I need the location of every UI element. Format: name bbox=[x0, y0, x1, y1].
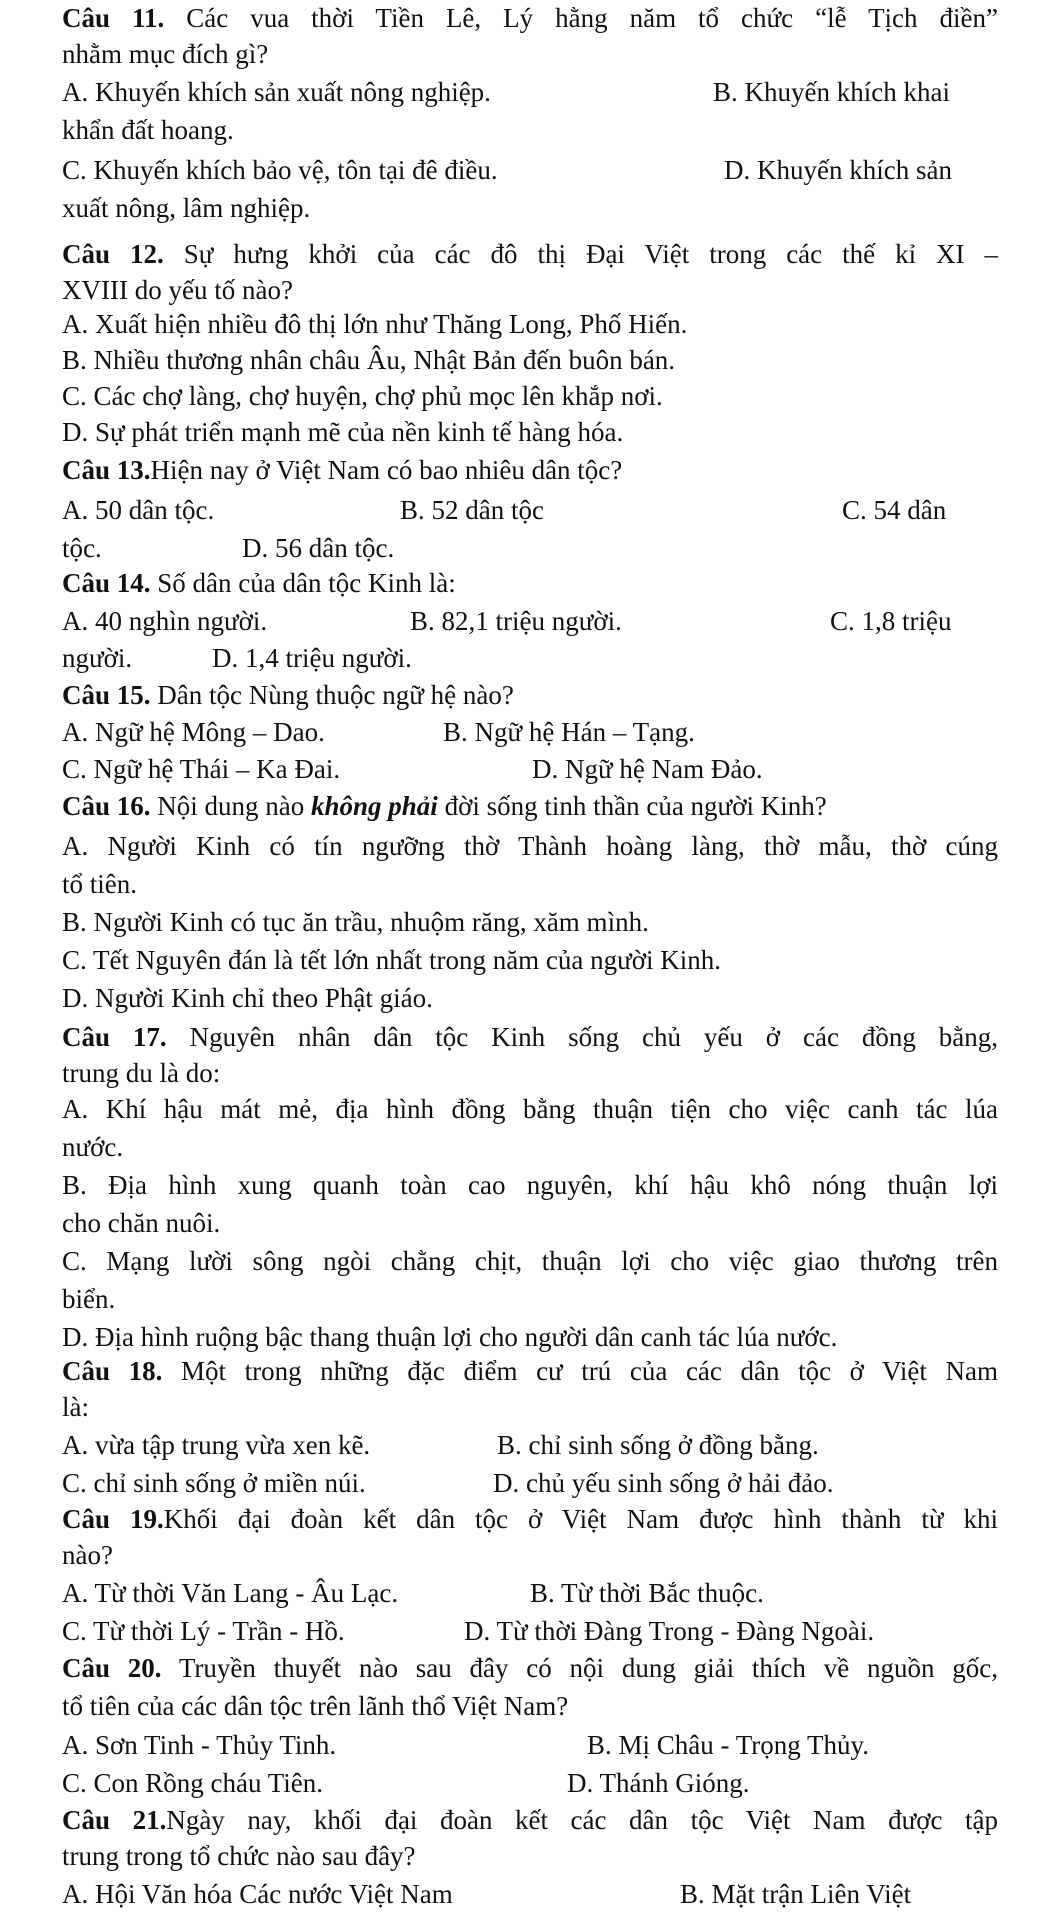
question-21-stem-line-1 bbox=[62, 1802, 998, 1838]
question-stem: Nguyên nhân dân tộc Kinh sống chủ yếu ở các đồng bằng, bbox=[166, 1022, 999, 1052]
question-12-option-d: D. Sự phát triển mạnh mẽ của nền kinh tế hàng hóa. bbox=[62, 417, 624, 447]
question-17-stem-line-1 bbox=[62, 1019, 998, 1055]
question-14-stem bbox=[62, 565, 998, 601]
question-20-options-row-1 bbox=[0, 1727, 1064, 1763]
option-c: C. Ngữ hệ Thái – Ka Đai. bbox=[62, 754, 341, 784]
question-12-option-c: C. Các chợ làng, chợ huyện, chợ phủ mọc lên khắp nơi. bbox=[62, 381, 663, 411]
question-stem-pre: Nội dung nào bbox=[150, 791, 311, 821]
option-c: C. Khuyến khích bảo vệ, tôn tại đê điều. bbox=[62, 155, 498, 185]
question-number: Câu 13. bbox=[62, 455, 151, 485]
question-number: Câu 18. bbox=[62, 1356, 163, 1386]
option-b: B. Từ thời Bắc thuộc. bbox=[530, 1578, 764, 1608]
question-19-options-row-2 bbox=[0, 1613, 1064, 1649]
option-a: A. 40 nghìn người. bbox=[62, 606, 268, 636]
question-21-stem-line-2: trung trong tổ chức nào sau đây? bbox=[62, 1841, 416, 1871]
option-b: B. 52 dân tộc bbox=[400, 495, 544, 525]
option-d: D. Từ thời Đàng Trong - Đàng Ngoài. bbox=[464, 1616, 875, 1646]
option-b: B. Ngữ hệ Hán – Tạng. bbox=[443, 717, 695, 747]
option-d: D. chủ yếu sinh sống ở hải đảo. bbox=[493, 1468, 834, 1498]
option-d: D. Thánh Gióng. bbox=[567, 1768, 750, 1798]
option-b: B. Khuyến khích khai bbox=[713, 77, 950, 107]
option-c: C. chỉ sinh sống ở miền núi. bbox=[62, 1468, 366, 1498]
question-12-option-a: A. Xuất hiện nhiều đô thị lớn như Thăng Long, Phố Hiến. bbox=[62, 309, 688, 339]
question-12-stem-line-2: XVIII do yếu tố nào? bbox=[62, 275, 293, 305]
question-19-stem-line-2: nào? bbox=[62, 1540, 113, 1570]
option-c: C. Từ thời Lý - Trần - Hồ. bbox=[62, 1616, 345, 1646]
question-17-option-d: D. Địa hình ruộng bậc thang thuận lợi cho người dân canh tác lúa nước. bbox=[62, 1322, 838, 1352]
question-15-options-row-2 bbox=[0, 751, 1064, 787]
option-b: B. chỉ sinh sống ở đồng bằng. bbox=[497, 1430, 819, 1460]
option-c: C. Con Rồng cháu Tiên. bbox=[62, 1768, 324, 1798]
option-a: A. vừa tập trung vừa xen kẽ. bbox=[62, 1430, 371, 1460]
option-c-continued: người. bbox=[62, 643, 133, 673]
question-13-options-row-2 bbox=[0, 530, 1064, 566]
option-d: D. 56 dân tộc. bbox=[242, 533, 395, 563]
question-number: Câu 20. bbox=[62, 1653, 162, 1683]
question-13-options-row bbox=[0, 492, 1064, 528]
question-number: Câu 16. bbox=[62, 791, 151, 821]
option-d: D. Ngữ hệ Nam Đảo. bbox=[532, 754, 763, 784]
option-a: A. Ngữ hệ Mông – Dao. bbox=[62, 717, 325, 747]
question-16-option-d: D. Người Kinh chỉ theo Phật giáo. bbox=[62, 983, 433, 1013]
question-16-option-b: B. Người Kinh có tục ăn trầu, nhuộm răng, xăm mình. bbox=[62, 907, 649, 937]
question-number: Câu 11. bbox=[62, 3, 165, 33]
option-c: C. 1,8 triệu bbox=[830, 606, 952, 636]
question-stem: Sự hưng khởi của các đô thị Đại Việt trong các thế kỉ XI – bbox=[163, 239, 998, 269]
question-17-option-a-continued: nước. bbox=[62, 1132, 124, 1162]
question-number: Câu 21. bbox=[62, 1805, 167, 1835]
option-d: D. 1,4 triệu người. bbox=[212, 643, 412, 673]
question-stem-emphasis: không phải bbox=[311, 791, 438, 821]
question-11-stem-line-2: nhằm mục đích gì? bbox=[62, 39, 269, 69]
question-12-stem-line-1 bbox=[62, 236, 998, 272]
question-18-options-row-2 bbox=[0, 1465, 1064, 1501]
option-b: B. 82,1 triệu người. bbox=[410, 606, 622, 636]
question-number: Câu 15. bbox=[62, 680, 151, 710]
question-stem: Truyền thuyết nào sau đây có nội dung giải thích về nguồn gốc, bbox=[161, 1653, 999, 1683]
option-b: B. Mị Châu - Trọng Thủy. bbox=[587, 1730, 870, 1760]
question-16-stem bbox=[62, 788, 998, 824]
question-stem: Một trong những đặc điểm cư trú của các dân tộc ở Việt Nam bbox=[162, 1356, 999, 1386]
question-stem: Hiện nay ở Việt Nam có bao nhiêu dân tộc? bbox=[150, 455, 623, 485]
question-17-option-b: B. Địa hình xung quanh toàn cao nguyên, khí hậu khô nóng thuận lợi bbox=[62, 1170, 998, 1200]
question-16-option-c: C. Tết Nguyên đán là tết lớn nhất trong năm của người Kinh. bbox=[62, 945, 722, 975]
question-19-stem-line-1 bbox=[62, 1501, 998, 1537]
option-a: A. 50 dân tộc. bbox=[62, 495, 215, 525]
question-11-options-row-2 bbox=[0, 152, 1064, 188]
question-20-options-row-2 bbox=[0, 1765, 1064, 1801]
question-17-option-b-continued: cho chăn nuôi. bbox=[62, 1208, 221, 1238]
question-stem: Ngày nay, khối đại đoàn kết các dân tộc Việt Nam được tập bbox=[166, 1805, 999, 1835]
question-number: Câu 19. bbox=[62, 1504, 164, 1534]
option-c-continued: tộc. bbox=[62, 533, 102, 563]
option-d-continued: xuất nông, lâm nghiệp. bbox=[62, 193, 311, 223]
option-a: A. Sơn Tinh - Thủy Tinh. bbox=[62, 1730, 337, 1760]
option-c: C. 54 dân bbox=[842, 495, 947, 525]
question-number: Câu 12. bbox=[62, 239, 164, 269]
option-b: B. Mặt trận Liên Việt bbox=[680, 1879, 912, 1909]
question-13-stem bbox=[62, 452, 998, 488]
question-14-options-row-2 bbox=[0, 640, 1064, 676]
question-12-option-b: B. Nhiều thương nhân châu Âu, Nhật Bản đến buôn bán. bbox=[62, 345, 676, 375]
question-stem: Khối đại đoàn kết dân tộc ở Việt Nam được hình thành từ khi bbox=[163, 1504, 998, 1534]
option-a: A. Từ thời Văn Lang - Âu Lạc. bbox=[62, 1578, 399, 1608]
question-17-stem-line-2: trung du là do: bbox=[62, 1058, 221, 1088]
question-18-stem-line-2: là: bbox=[62, 1392, 89, 1422]
question-14-options-row bbox=[0, 603, 1064, 639]
question-20-stem-line-1 bbox=[62, 1650, 998, 1686]
question-20-stem-line-2: tổ tiên của các dân tộc trên lãnh thổ Việt Nam? bbox=[62, 1691, 569, 1721]
question-19-options-row-1 bbox=[0, 1575, 1064, 1611]
option-d: D. Khuyến khích sản bbox=[724, 155, 952, 185]
question-17-option-c: C. Mạng lười sông ngòi chằng chịt, thuận lợi cho việc giao thương trên bbox=[62, 1246, 998, 1276]
question-17-option-c-continued: biển. bbox=[62, 1284, 116, 1314]
question-stem-post: đời sống tinh thần của người Kinh? bbox=[437, 791, 827, 821]
question-16-option-a-continued: tổ tiên. bbox=[62, 869, 137, 899]
cut-off-bottom-line bbox=[0, 1872, 1064, 1909]
option-b-continued: khẩn đất hoang. bbox=[62, 115, 234, 145]
question-stem: Dân tộc Nùng thuộc ngữ hệ nào? bbox=[150, 680, 514, 710]
question-stem: Các vua thời Tiền Lê, Lý hằng năm tổ chức “lễ Tịch điền” bbox=[164, 3, 998, 33]
question-stem: Số dân của dân tộc Kinh là: bbox=[150, 568, 456, 598]
option-a: A. Hội Văn hóa Các nước Việt Nam bbox=[62, 1879, 453, 1909]
question-number: Câu 14. bbox=[62, 568, 151, 598]
option-a: A. Khuyến khích sản xuất nông nghiệp. bbox=[62, 77, 491, 107]
question-15-options-row-1 bbox=[0, 714, 1064, 750]
question-number: Câu 17. bbox=[62, 1022, 167, 1052]
question-17-option-a: A. Khí hậu mát mẻ, địa hình đồng bằng thuận tiện cho việc canh tác lúa bbox=[62, 1094, 998, 1124]
question-11-stem-line-1 bbox=[62, 0, 998, 36]
question-16-option-a: A. Người Kinh có tín ngưỡng thờ Thành hoàng làng, thờ mẫu, thờ cúng bbox=[62, 831, 998, 861]
question-11-options-row-1 bbox=[0, 74, 1064, 110]
question-18-stem-line-1 bbox=[62, 1353, 998, 1389]
question-15-stem bbox=[62, 677, 998, 713]
question-18-options-row-1 bbox=[0, 1427, 1064, 1463]
